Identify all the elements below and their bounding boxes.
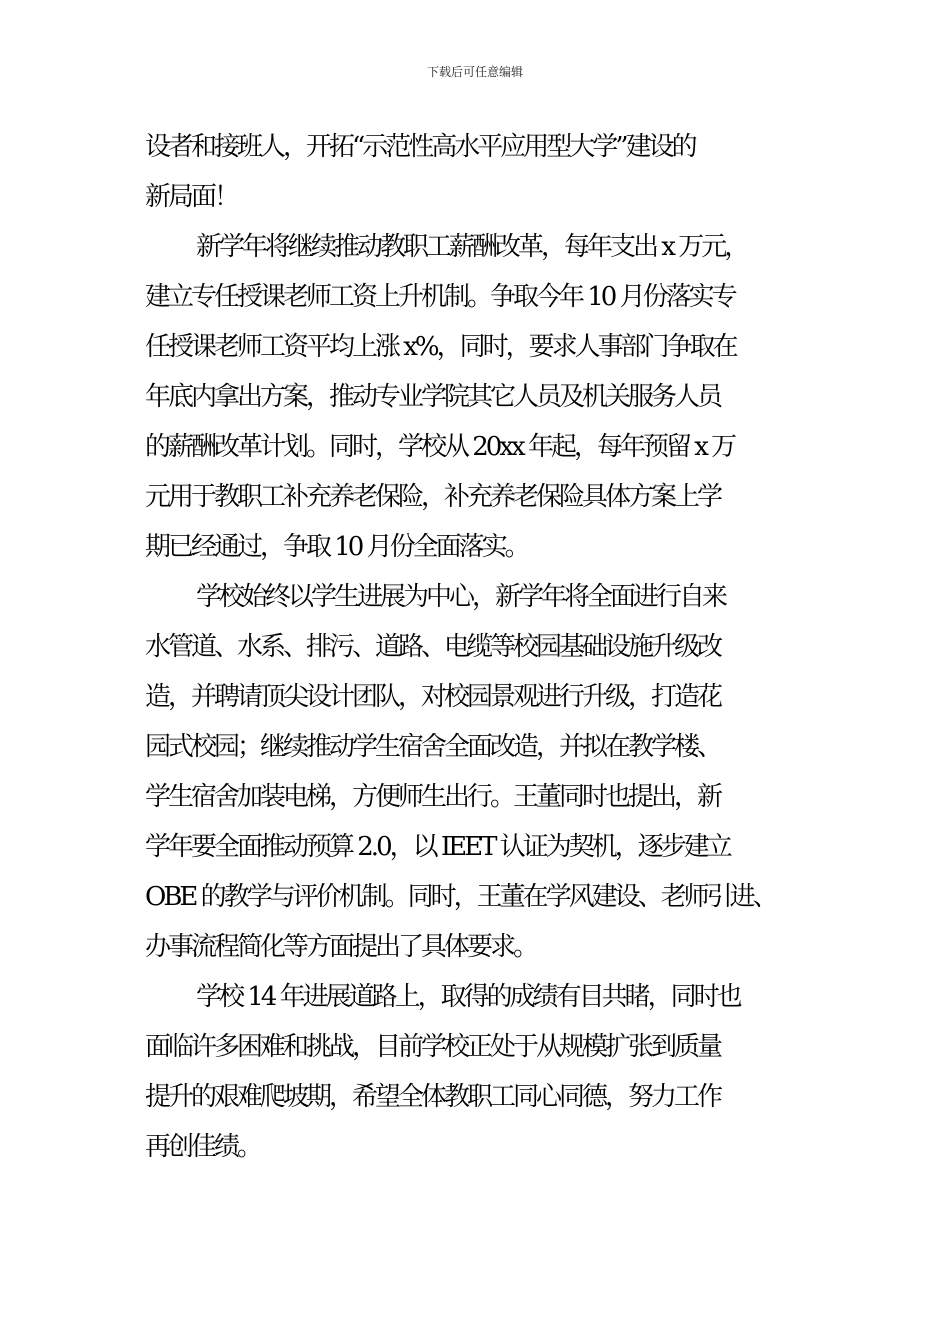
text-line: 园式校园；继续推动学生宿舍全面改造，并拟在教学楼、: [145, 732, 721, 762]
text-line: 学年要全面推动预算 2.0，以 IEET 认证为契机，逐步建立: [145, 832, 730, 862]
text-line: 设者和接班人，开拓“示范性高水平应用型大学”建设的: [145, 132, 695, 162]
text-line: 期已经通过，争取 10 月份全面落实。: [145, 532, 528, 562]
text-line: 办事流程简化等方面提出了具体要求。: [145, 932, 537, 962]
text-line: 年底内拿出方案，推动专业学院其它人员及机关服务人员: [145, 382, 721, 412]
text-line: 新局面！: [145, 182, 238, 212]
text-line: 造，并聘请顶尖设计团队，对校园景观进行升级，打造花: [145, 682, 721, 712]
text-line: 学校始终以学生进展为中心，新学年将全面进行自来: [196, 582, 726, 612]
page-header: 下载后可任意编辑: [426, 65, 523, 79]
text-line: 任授课老师工资平均上涨 x%，同时，要求人事部门争取在: [145, 332, 736, 362]
text-line: 元用于教职工补充养老保险，补充养老保险具体方案上学: [145, 482, 721, 512]
text-line: 面临许多困难和挑战，目前学校正处于从规模扩张到质量: [145, 1032, 721, 1062]
text-line: OBE 的教学与评价机制。同时，王董在学风建设、老师引进、: [145, 882, 776, 912]
text-line: 学校 14 年进展道路上，取得的成绩有目共睹，同时也: [196, 982, 740, 1012]
text-line: 提升的艰难爬坡期，希望全体教职工同心同德，努力工作: [145, 1082, 721, 1112]
text-line: 新学年将继续推动教职工薪酬改革，每年支出 x 万元，: [196, 232, 748, 262]
text-line: 的薪酬改革计划。同时，学校从 20xx 年起，每年预留 x 万: [145, 432, 735, 462]
text-line: 再创佳绩。: [145, 1132, 261, 1162]
text-line: 学生宿舍加装电梯，方便师生出行。王董同时也提出，新: [145, 782, 721, 812]
text-line: 建立专任授课老师工资上升机制。争取今年 10 月份落实专: [145, 282, 735, 312]
text-line: 水管道、水系、排污、道路、电缆等校园基础设施升级改: [145, 632, 721, 662]
